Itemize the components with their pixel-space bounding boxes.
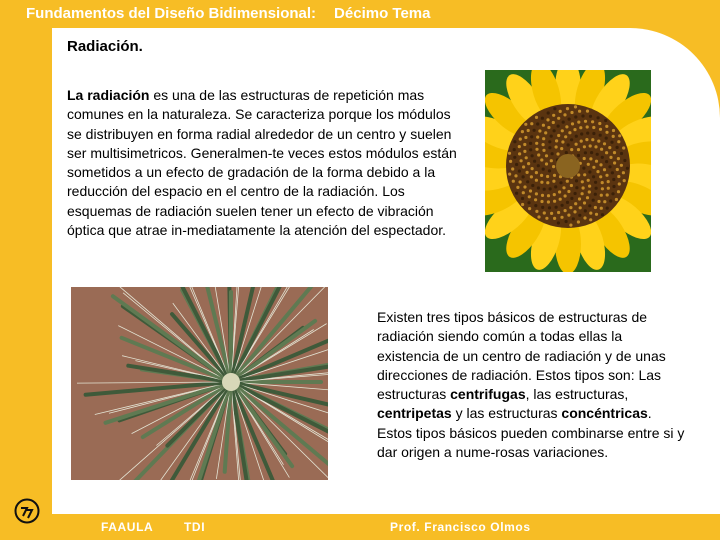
footer-professor: Prof. Francisco Olmos	[390, 520, 531, 534]
paragraph-types-text-1: Existen tres tipos básicos de estructuras de radiación siendo común a todas ellas la existencia de un centro de radiación y de unas direcciones de radiación. Estos tipos son: Las estructuras	[377, 309, 666, 403]
footer-bar	[0, 514, 720, 540]
paragraph-types	[377, 308, 687, 462]
paragraph-types-text-2: , las estructuras,	[525, 386, 629, 403]
paragraph-types-text-3: y las estructuras	[451, 405, 562, 422]
paragraph-intro	[67, 86, 467, 240]
section-title: Radiación.	[67, 38, 143, 55]
course-title: Fundamentos del Diseño Bidimensional:	[26, 4, 317, 22]
topic-title: Décimo Tema	[334, 4, 431, 22]
term-concentricas: concéntricas	[561, 405, 648, 422]
paragraph-intro-text: es una de las estructuras de repetición mas comunes en la naturaleza. Se caracteriza porque los módulos se distribuyen en forma radial alrededor de un centro y suelen ser multisimetricos. Generalmen-te veces estos módulos están sometidos a un efecto de gradación de la forma debido a la reducción del espacio en el centro de la radiación. Los esquemas de radiación suelen tener un efecto de vibración óptica que atrae in-mediatamente la atención del espectador.	[67, 87, 457, 239]
sunflower-image	[485, 70, 651, 272]
header-bar	[0, 0, 720, 26]
footer-course: TDI	[184, 520, 206, 534]
agave-image	[71, 287, 328, 480]
footer-school: FAAULA	[101, 520, 154, 534]
term-centripetas: centripetas	[377, 405, 452, 422]
term-radiacion: La radiación	[67, 87, 150, 103]
term-centrifugas: centrifugas	[450, 386, 526, 403]
paragraph-types-text-4: . Estos tipos básicos pueden combinarse entre si y dar origen a nume-rosas variaciones.	[377, 405, 685, 461]
